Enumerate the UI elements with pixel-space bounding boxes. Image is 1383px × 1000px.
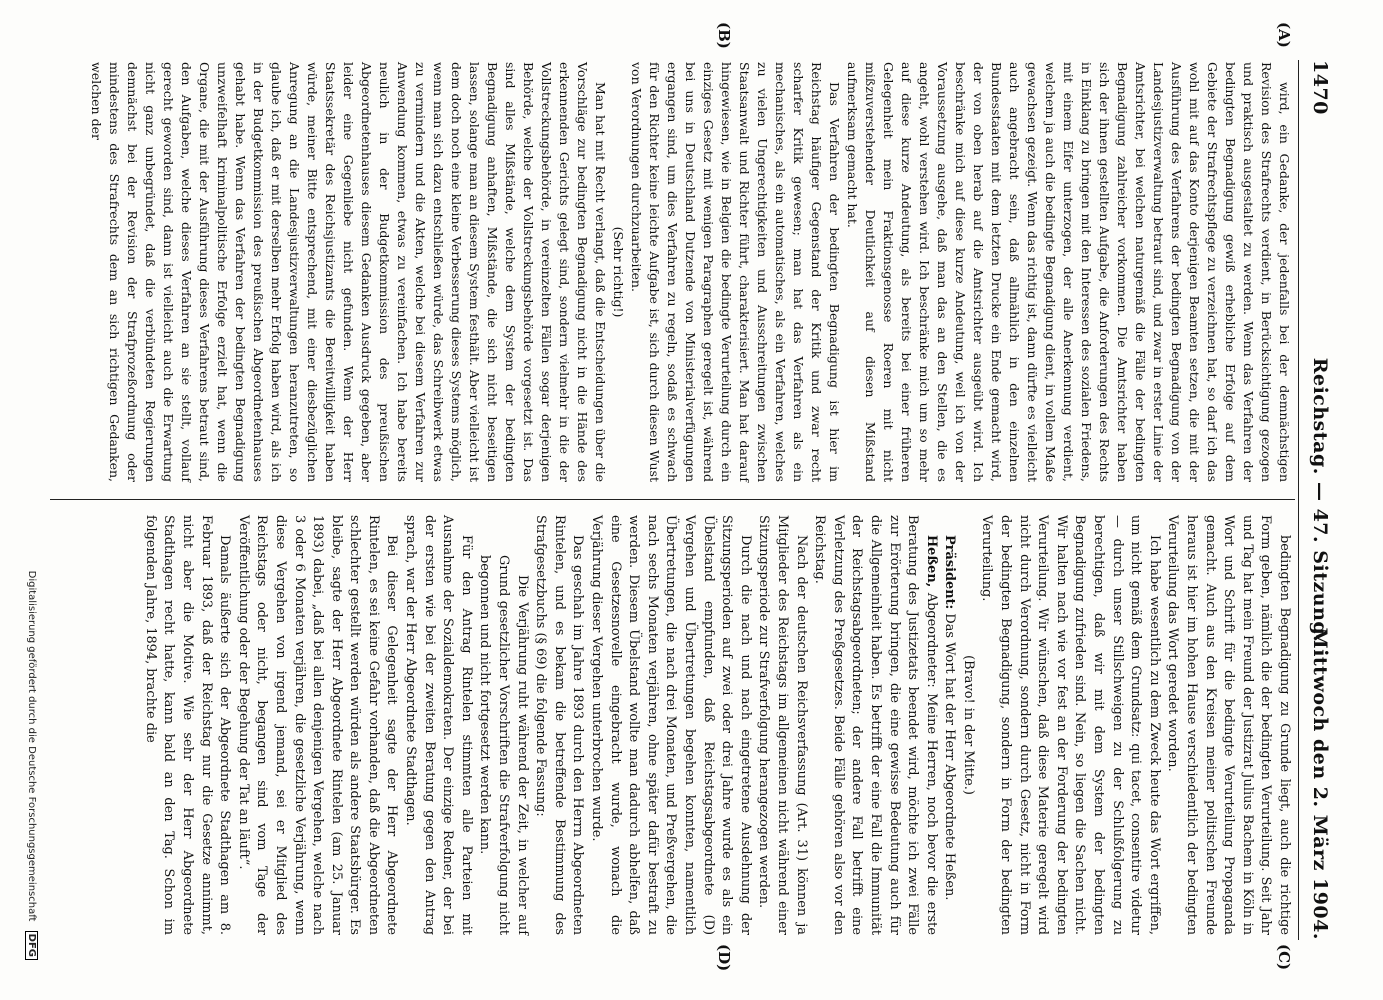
- header-rule: [1298, 60, 1299, 940]
- paragraph: Das geschah im Jahre 1893 durch den Herrn Abgeordneten Rintelen, und es bekam die betreffende Bestimmung des Strafgesetzbuchs (§ 69) die folgende Fassung:: [533, 515, 586, 935]
- paragraph: Bei dieser Gelegenheit sagte der Herr Abgeordnete Rintelen, es sei keine Gefahr vorhanden, daß die Abgeordneten schlechter gestellt werden würden als andere Staatsbürger. Es bleibe, sagte der Herr Abgeordnete Rintelen (am 25. Januar 1893) dabei, „daß bei allen denjenigen Vergehen, welche nach 3 oder 6 Monaten verjähren, die gesetzliche Verjährung, wenn diese Vergehen von irgend jemand, sei er Mitglied des Reichstags oder nicht, begangen sind vom Tage der Veröffentlichung oder der Begehung der Tat an läuft“.: [235, 515, 400, 935]
- paragraph: Durch die nach und nach eingetretene Ausdehnung der Sitzungsperioden auf zwei oder drei Jahre wurde es als ein Übelstand empfunden, daß Reichstagsabgeordnete (D) Vergehen und Übertretungen begehen konnten, namentlich Übertretungen, die nach drei Monaten, und Preßvergehen, die nach sechs Monaten verjähren, ohne später dafür bestraft zu werden. Diesem Übelstand wollte man dadurch abhelfen, daß eine Gesetzesnovelle eingebracht wurde, wonach die Verjährung dieser Vergehen unterbrochen wurde.: [589, 515, 753, 935]
- paragraph: bedingten Begnadigung zu Grunde liegt, auch die richtige Form geben, nämlich die der bedingten Verurteilung. Seit Jahr und Tag hat mein Freund der Justizrat Julius Bachem in Köln in Wort und Schrift für die bedingte Verurteilung Propaganda gemacht. Auch aus den Kreisen meiner politischen Freunde heraus ist hier im hohen Hause verschiedentlich der bedingten Verurteilung das Wort geredet worden.: [1165, 515, 1292, 935]
- paragraph: Man hat mit Recht verlangt, daß die Entscheidungen über die Vorschläge zur bedingten Begnadigung nicht in die Hände des erkennenden Gerichts gelegt sind, sondern vielmehr in die der Vollstreckungsbehörde, in vereinzelten Fällen sogar derjenigen Behörde, welche der Vollstreckungsbehörde vorgesetzt ist. Das sind alles Mißstände, welche dem System der bedingten Begnadigung anhaften, Mißstände, die sich nicht beseitigen lassen, solange man an diesem System festhält. Aber vielleicht ist dem doch noch eine kleine Verbesserung dieses Systems möglich, wenn man sich dazu entschließen würde, das Schreibwerk etwas zu vermindern und die Akten, welche bei diesem Verfahren zur Anwendung kommen, etwas zu vereinfachen. Ich habe bereits neulich in der Budgetkommission des preußischen Abgeordnetenhauses diesem Gedanken Ausdruck gegeben, aber leider eine Gegenliebe nicht gefunden. Wenn der Herr Staatssekretär des Reichsjustizamts die Bereitwilligkeit haben würde, meiner Bitte entsprechend, mit einer diesbezüglichen Anregung an die Landesjustizverwaltungen heranzutreten, so glaube ich, daß er mit derselben mehr Erfolg haben wird, als ich in der Budgetkommission des preußischen Abgeordnetenhauses gehabt habe. Wenn das Verfahren der bedingten Begnadigung unzweifelhaft kriminalpolitische Erfolge erzielt hat, wenn die Organe, die mit der Ausführung dieses Verfahrens betraut sind, den Aufgaben, welche dieses Verfahren an sie stellt, vollauf gerecht geworden sind, dann ist vielleicht auch die Erwartung nicht ganz unbegründet, daß die verbündeten Regierungen demnächst bei der Revision der Strafprozeßordnung oder mindestens des Strafrechts dem an sich richtigen Gedanken, welchen der: [89, 62, 608, 482]
- session-date: Mittwoch den 2. März 1904.: [1309, 627, 1331, 940]
- margin-mark-c: (C): [1275, 944, 1293, 971]
- footer-credit: Digitalisierung gefördert durch die Deutsche Forschungsgemeinschaft: [26, 570, 37, 922]
- paragraph: Ich habe wesentlich zu dem Zweck heute das Wort ergriffen, um nicht gemäß dem Grundsatz: qui tacet, consentire videtur — durch unser Stillschweigen zu der Schlußfolgerung zu berechtigen, daß wir mit dem System der bedingten Begnadigung zufrieden sind. Nein, so liegen die Sachen nicht. Wir halten nach wie vor fest an der Forderung der bedingten Verurteilung. Wir wünschen, daß diese Materie geregelt wird nicht durch Verordnung, sondern durch Gesetz, nicht in Form der bedingten Begnadigung, sondern in Form der bedingten Verurteilung.: [979, 515, 1162, 935]
- digitization-footer: [25, 400, 38, 960]
- right-column: [140, 515, 1293, 935]
- margin-mark-a: (A): [1275, 22, 1293, 48]
- paragraph: Nach der deutschen Reichsverfassung (Art. 31) können ja Mitglieder des Reichstags im allgemeinen nicht während einer Sitzungsperiode zur Strafverfolgung herangezogen werden.: [756, 515, 809, 935]
- paragraph: Für den Antrag Rintelen stimmten alle Parteien mit Ausnahme der Sozialdemokraten. Der einzige Redner, der bei der ersten wie bei der zweiten Beratung gegen den Antrag sprach, war der Herr Abgeordnete Stadthagen.: [403, 515, 474, 935]
- running-title: Reichstag. — 47. Sitzung.: [1309, 357, 1331, 643]
- paragraph: wird, ein Gedanke, der jedenfalls bei der demnächstigen Revision des Strafrechts verdient, in Berücksichtigung gezogen und praktisch ausgestaltet zu werden. Wenn das Verfahren der bedingten Begnadigung gewiß erhebliche Erfolge auf dem Gebiete der Strafrechtspflege zu verzeichnen hat, so darf ich das wohl mit auf das Konto derjenigen Beamten setzen, die mit der Ausführung des Verfahrens der bedingten Begnadigung von der Landesjustizverwaltung betraut sind, und zwar in erster Linie der Amtsrichter, bei welchen naturgemäß die Fälle der bedingten Begnadigung zahlreicher vorkommen. Die Amtsrichter haben sich der ihnen gestellten Aufgabe, die Anforderungen des Rechts in Einklang zu bringen mit den Interessen des sozialen Friedens, mit einem Eifer unterzogen, der alle Anerkennung verdient, welchem ja auch die bedingte Begnadigung dient, in vollem Maße gewachsen gezeigt. Wenn das richtig ist, dann dürfte es vielleicht auch angebracht sein, daß allmählich in den einzelnen Bundesstaaten mit dem letzten Drucke ein Ende gemacht wird, der von oben herab auf die Amtsrichter ausgeübt wird. Ich beschränke mich auf diese kurze Andeutung, weil ich von der Voraussetzung ausgehe, daß man das an den Stellen, die es angeht, wohl verstehen wird. Ich beschränke mich um so mehr auf diese kurze Andeutung, als bereits bei einer früheren Gelegenheit mein Fraktionsgenosse Roeren mit nicht mißzuverstehender Deutlichkeit auf diesen Mißstand aufmerksam gemacht hat.: [845, 62, 1292, 482]
- speaker-label: Heßen,: [923, 535, 939, 588]
- legal-quote: Die Verjährung ruht während der Zeit, in welcher auf Grund gesetzlicher Vorschriften die Strafverfolgung nicht begonnen und nicht fortgesetzt werden kann.: [477, 555, 530, 935]
- paragraph: Das Verfahren der bedingten Begnadigung ist hier im Reichstag häufiger Gegenstand der Kritik und zwar recht scharfer Kritik gewesen; man hat das Verfahren als ein mechanisches, als ein automatisches, als ein Verfahren, welches zu vielen Ungerechtigkeiten und Ausschreitungen zwischen Staatsanwalt und Richter führt, charakterisiert. Man hat darauf hingewiesen, wie in Belgien die bedingte Verurteilung durch ein einziges Gesetz mit wenigen Paragraphen geregelt ist, während bei uns in Deutschland Dutzende von Ministerialverfügungen ergangen sind, um dies Verfahren zu regeln, sodaß es schwach für den Richter keine leichte Aufgabe ist, sich durch diesen Wust von Verordnungen durchzuarbeiten.: [629, 62, 842, 482]
- speaker-text: Das Wort hat der Herr Abgeordnete Heßen.: [942, 613, 958, 901]
- interjection: (Bravo! in der Mitte.): [960, 655, 976, 795]
- page-number: 1470: [1309, 60, 1331, 115]
- margin-mark-d: (D): [715, 944, 733, 972]
- speaker-label: Präsident:: [942, 535, 958, 610]
- speaker-paragraph: [940, 515, 959, 935]
- column-divider: [50, 499, 1295, 500]
- paragraph: Damals äußerte sich der Abgeordnete Stadthagen am 8. Februar 1893, daß der Reichstag nur die Gesetze annimmt, nicht aber die Motive. Wie sehr der Herr Abgeordnete Stadthagen recht hatte, kann bald an den Tag. Schon im folgenden Jahre, 1894, brachte die: [142, 515, 233, 935]
- speaker-paragraph: [810, 515, 940, 935]
- dfg-logo: DFG: [25, 931, 38, 960]
- left-column: [87, 62, 1293, 482]
- speaker-text: Abgeordneter: Meine Herren, noch bevor die erste Beratung des Justizetats beendet wird, möchte ich zwei Fälle zur Erörterung bringen, die eine gewisse Bedeutung auch für die Allgemeinheit haben. Es betrifft der eine Fall die Immunität der Reichstagsabgeordneten; der andere Fall betrifft eine Verletzung des Preßgesetzes. Beide Fälle gehören also vor den Reichstag.: [812, 515, 939, 935]
- page-header: [1305, 60, 1331, 940]
- interjection: (Sehr richtig!): [611, 226, 626, 318]
- margin-mark-b: (B): [715, 22, 733, 49]
